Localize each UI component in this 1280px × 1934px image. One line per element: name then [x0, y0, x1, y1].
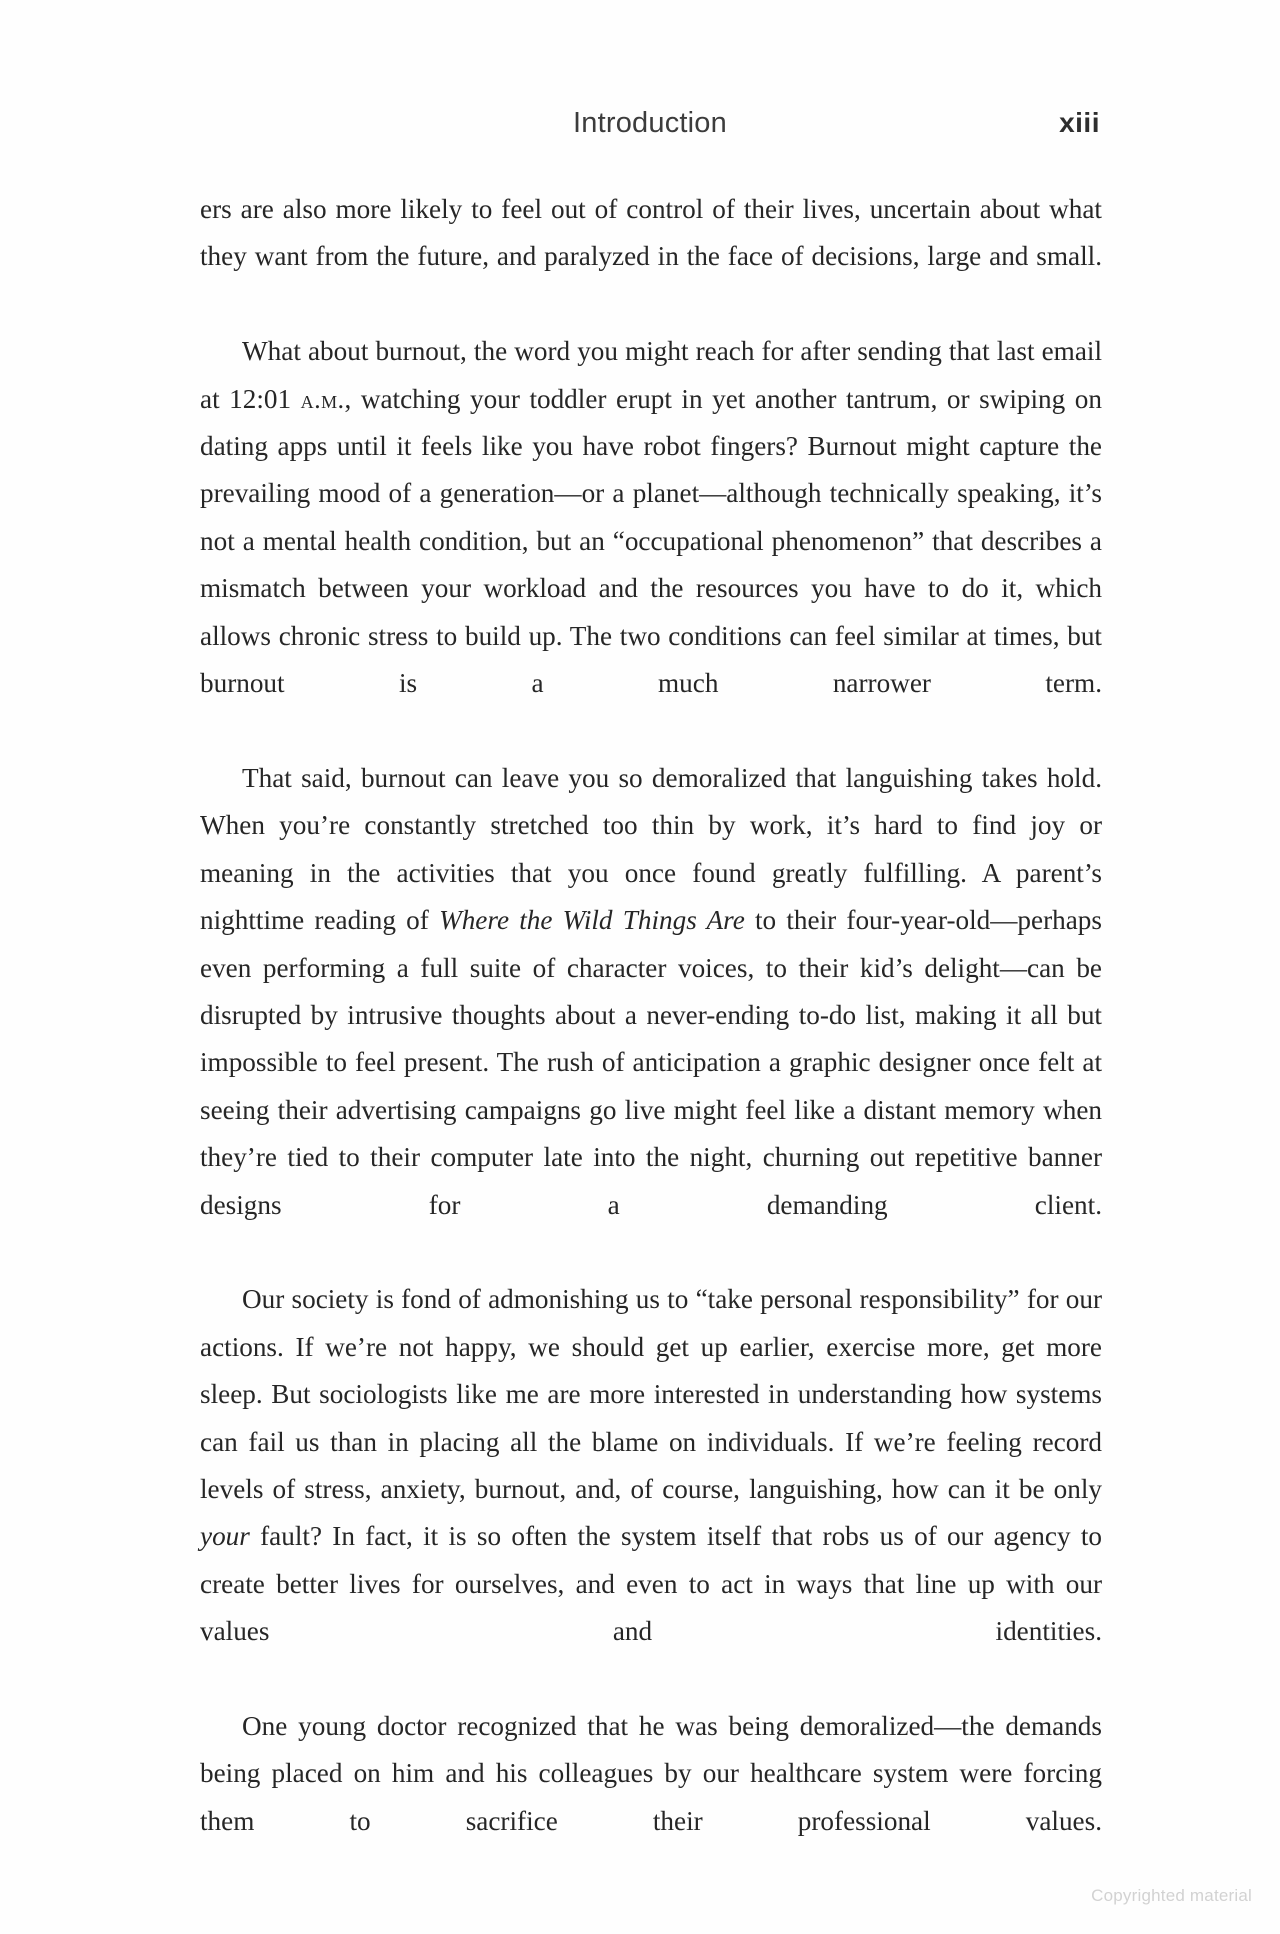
text-run: to their four-year-old—perhaps even performing a full suite of character voices, to their kid’s delight—can be disrupted by intrusive thoughts about a never-ending to-do list, making it all but impossible to feel present. The rush of anticipation a graphic designer once felt at seeing their advertising campaigns go live might feel like a distant memory when they’re tied to their computer late into the night, churning out repetitive banner designs for a demanding client.	[200, 905, 1102, 1220]
running-head	[200, 104, 1100, 144]
text-run: , watching your toddler erupt in yet another tantrum, or swiping on dating apps until it feels like you have robot fingers? Burnout might capture the prevailing mood of a generation—or a planet—although technically speaking, it’s not a mental health condition, but an “occupational phenomenon” that describes a mismatch between your workload and the resources you have to do it, which allows chronic stress to build up. The two conditions can feel similar at times, but burnout is a much narrower term.	[200, 383, 1102, 699]
italic-run: your	[200, 1521, 250, 1552]
paragraph	[200, 328, 1102, 755]
paragraph	[200, 755, 1102, 1276]
paragraph	[200, 1276, 1102, 1703]
copyright-watermark: Copyrighted material	[1091, 1886, 1252, 1905]
paragraph	[200, 1703, 1102, 1893]
text-run: One young doctor recognized that he was being demoralized—the demands being placed on him and his colleagues by our healthcare system were forcing them to sacrifice their professional values.	[200, 1711, 1102, 1836]
page-title: Introduction	[573, 107, 727, 139]
paragraph	[200, 186, 1102, 328]
text-run: fault? In fact, it is so often the system itself that robs us of our agency to create better lives for ourselves, and even to act in ways that line up with our values and identities.	[200, 1521, 1102, 1647]
page-number: xiii	[1059, 107, 1100, 138]
small-caps-run: a.m.	[300, 383, 345, 414]
text-run: Our society is fond of admonishing us to “take personal responsibility” for our actions. If we’re not happy, we should get up earlier, exercise more, get more sleep. But sociologists like me are more interested in understanding how systems can fail us than in placing all the blame on individuals. If we’re feeling record levels of stress, anxiety, burnout, and, of course, languishing, how can it be only	[200, 1284, 1102, 1504]
text-run: ers are also more likely to feel out of control of their lives, uncertain about what they want from the future, and paralyzed in the face of decisions, large and small.	[200, 194, 1102, 272]
italic-run: Where the Wild Things Are	[439, 905, 745, 936]
text-run: That said, burnout can leave you so demoralized that languishing takes hold. When you’re constantly stretched too thin by work, it’s hard to find joy or meaning in the activities that you once found greatly fulfilling. A parent’s nighttime reading of	[200, 762, 1102, 936]
body-text	[200, 186, 1102, 1893]
text-run: What about burnout, the word you might reach for after sending that last email at 12:01	[200, 336, 1102, 414]
